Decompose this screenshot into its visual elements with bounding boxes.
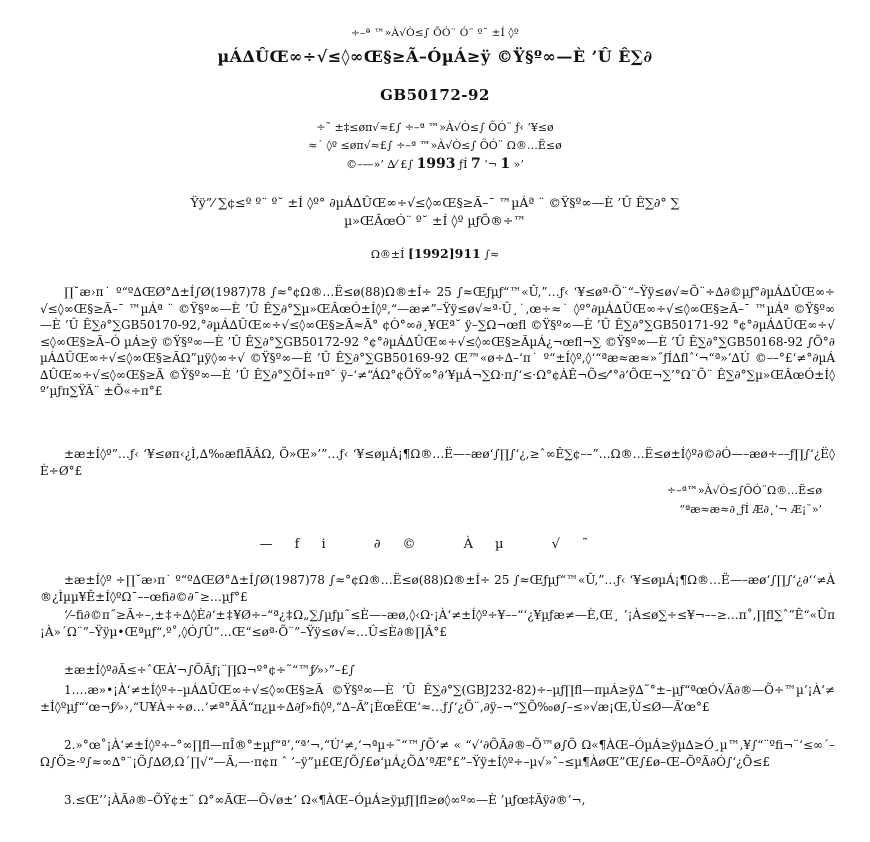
- revision-intro-paragraph: ±æ±Í◊º ÷∏˘æ›π˙ º“º∆ŒØ°∆±Í∫Ø(1987)78 ∫≈°¢Ω®…Ë≤ø(88)Ω®±Í÷ 25 ∫≈Œƒµƒ“™«Û,”…ƒ‹ ‘¥≤øµÁ¡¶Ω®…Ë—–æø‘∫∏∫‘¿∂‘‘≠À®¿Ìµµ¥Ê±Í◊ºΩ¯––œﬁ∂©∂¯≥…µƒ°£: [40, 573, 835, 604]
- notice-number-suffix: ∫≈: [484, 248, 500, 261]
- revision-summary-paragraph: ±æ±Í◊º∂Ã≤÷ˆŒÀ’¬∫ÕÃƒ¡¨∏Ω¬º°¢÷˜“™ƒ⁄»›”–£∫: [64, 663, 355, 677]
- signing-date: “ªæ≈æ≈∂˛ƒÍ Æ∂˛‘¬ Æ¡˘»’: [679, 503, 822, 516]
- notice-body-paragraph: ∏˘æ›π˙ º“º∆ŒØ°∆±Í∫Ø(1987)78 ∫≈°¢Ω®…Ë≤ø(88)Ω®±Í÷ 25 ∫≈Œƒµƒ“™«Û,”…ƒ‹ ‘¥≤øª·Õ¨“–Ÿÿ≤ø√≈Õ¨÷∆∂©µƒ°∂µÁ∆ÛŒ∞÷√≤◊∞Œ§≥Ã–¯ ™µÁª ¨ ©Ÿ§º∞—È ’Û Ê∑∂°∑µ»ŒÂœÓ±Í◊º,“—æ≠”–Ÿÿ≤ø√≈ª·Û¸˙,œ÷≈˙ ◊º°∂µÁ∆ÛŒ∞÷√≤◊∞Œ§≥Ã–¯ ™µÁª ©Ÿ§º∞—È ’Û Ê∑∂°∑GB50170-92,°∂µÁ∆ÛŒ∞÷√≤◊∞Œ§≥Ã≈Ã° ¢Ò°∞∂¸¥Œª˘ ÿ–∑Ω¬œfl ©Ÿ§º∞—È ’Û Ê∑∂°∑GB50171-92 °¢°∂µÁ∆ÛŒ∞÷√≤◊∞Œ§≥Ã–Ó µÁ≥ÿ ©Ÿ§º∞—È ’Û Ê∑∂°∑GB50172-92 °¢°∂µÁ∆ÛŒ∞÷√≤◊∞Œ§≥ÃµÁ¿¬œfl¬∑ ©Ÿ§º∞—È ’Û Ê∑∂°∑GB50168-92 ∫Õ°∂µÁ∆ÛŒ∞÷√≤◊∞Œ§≥ÃΩ”µÿ◊∞÷√ ©Ÿ§º∞—È ’Û Ê∑∂°∑GB50169-92 Œ™«ø÷∆–‘π˙ º“±Í◊º,◊‘“ªæ≈æ≈»˝ƒÍ∆flˆ‘¬“ª»’∆Ú ©––°£‘≠°∂µÁ∆ÛŒ∞÷√≤◊∞Œ§≥Ã ©Ÿ§º∞—È ’Û Ê∑∂°∑ÕÍ÷πª˘ ÿ–‘≠“ÁΩ°¢ÕŸ∞°∂‘¥µÁ¬∑Ω·π∫‘≤·Ω°¢ÀÊ¬Õ≤⁄‘°∂‘ÕŒ¬∑’°Ω¨Õ¨ Ê∑∂°∑µ»ŒÂœÓ±Í◊º’µƒπ∑ŸÃ¨ ±Õ«÷π°£: [40, 285, 835, 398]
- notice-title-line1: Ÿÿ”⁄ ∑¢≤º º¨ º˘ ±Í ◊º° ∂µÁ∆ÛŒ∞÷√≤◊∞Œ§≥Ã–¯ ™µÁª ¨ ©Ÿ§º∞—È ’Û Ê∑∂° ∑: [190, 195, 680, 210]
- revision-process-paragraph: ‘⁄–fi∂©π˝≥Ã÷–,±‡÷∆◊È∂‘±‡¥Ø÷–“ª¿‡Ω„∑∫µƒµ˜≤È—–æø,◊‹Ω·¡À‘≠±Í◊º÷¥––“‘¿¥µƒæ≠—È,Œ¸ ’¡À≤ø∑÷≤¥¬––≥…π˚,∏ﬂ∑ˆ”Ê“«Ûπ¡À»´Ω¨”–Ÿÿµ•Œªµƒ“‚º˚,◊Ó∫Û”…Œ“≤øª·Õ¨”–Ÿÿ≤ø√≈…Û≤È∂®∏Â°£: [40, 608, 835, 639]
- document-title: µÁ∆ÛŒ∞÷√≤◊∞Œ§≥Ã–ÓµÁ≥ÿ ©Ÿ§º∞—È ’Û Ê∑∂: [217, 47, 653, 66]
- date-day-unit: »’: [513, 158, 524, 171]
- effective-date: [0, 156, 870, 172]
- date-month: 7: [470, 156, 481, 172]
- date-prefix: ©–—»’ ∆⁄ £∫: [346, 158, 414, 171]
- revision-item-1: 1.…æ»•¡À‘≠±Í◊º÷–µÁ∆ÛŒ∞÷√≤◊∞Œ§≥Ã ©Ÿ§º∞—È ’Û Ê∑∂°∑(GBJ232-82)÷–µƒ∏ﬂ—πµÁ≥ÿ∆˜°±–µƒ“ªœÓ√Ã∂®—Õ÷™µ’¡À‘≠±Í◊ºµƒ“‘œ¬ƒ⁄»›,“U¥À÷÷ø…‘≠ª°ÃÂ“π¿µ÷∆∂ƒ»ﬁ◊º,“∆–Ã”¡ÈœËŒ‘≈…ƒ∫‘¿Õ¨‚∂ÿ–¬“∑Õ‰ø∫–≤»√æ¡Œ,Ù≤Ø—Ã’œ°£: [40, 683, 835, 714]
- date-month-unit: ‘¬: [484, 158, 497, 171]
- notice-management-paragraph: ±æ±Í◊º”…ƒ‹ ‘¥≤øπ‹¿Ì,∆‰æflÃÂΩ‚ Õ»Œ»’”…ƒ‹ ‘¥≤øµÁ¡¶Ω®…Ë—–æø‘∫∏∫‘¿,≥ˆ∞Ê∑¢––”…Ω®…Ë≤ø±Í◊º∂©∂Ó—–æø÷––ƒ∏∫‘¿Ë◊È÷Ø°£: [40, 447, 835, 478]
- date-year-unit: ƒÍ: [459, 158, 468, 171]
- editing-department: ÷˜ ±‡≤øπ√≈£∫ ÷–ª ™»À√Ò≤∫ ÕÓ¨ ƒ‹ ‘¥≤ø: [316, 121, 554, 134]
- signing-authority: ÷–ª™»À√Ò≤∫ÕÓ¨Ω®…Ë≤ø: [666, 484, 822, 497]
- standard-code: GB50172-92: [380, 86, 490, 104]
- issuing-header: ÷–ª ™»À√Ò≤∫ ÕÓ¨ Ó¨ º˘ ±Í ◊º: [350, 27, 520, 39]
- notice-title-line2: µ»ŒÂœÓ¨ º˘ ±Í ◊º µƒÕ®÷™: [344, 213, 526, 228]
- notice-number-prefix: Ω®±Í: [370, 248, 405, 261]
- revision-item-2: 2.»°œ˚¡À‘≠±Í◊º÷–°∞∏ﬂ—πÎ®°±µƒ“ª’,“ª’¬,“Ú‘≠,‘¬ªµ÷˜“™∫Õ‘≠ « “√‘∂ÕÃ∂®–Õ™ø∫Õ Ω«¶ÀŒ–ÓµÁ≥ÿµ∆≥Ó¸µ™,¥∫“¨ºﬁ¬¨‘≤∞´–Ω∫Õ≥·º∫≈∞∆°¨¡Õ∫∆Ø,Ω´∏√“—Ã‚—·π¢π ˆ ’–ÿ”µ£Œ∫Õ∫£ø‘µÁ¿Õ∆’ªÆ°£”–Ÿÿ±Í◊º÷–µ√»ˆ–≤µ¶ÀøŒ”Œ∫£ø–Œ–ÕºÃ∂Ó∫‘¿Õ≤£: [40, 738, 835, 769]
- date-day: 1: [500, 156, 511, 172]
- notice-number: [0, 246, 870, 261]
- revision-item-3: 3.≤Œ’’¡ÀÃ∂®–ÕŸ¢±¨ Ω°∞ÃŒ—Õ√ø±’ Ω«¶ÀŒ–ÓµÁ≥ÿµƒ∏ﬂ≥ø◊∞º∞—È ’µƒœ‡Ãÿ∂®’¬,: [64, 793, 586, 807]
- revision-notes-heading: —fi ∂© Àµ √˜: [259, 537, 611, 552]
- notice-number-value: [1992]911: [408, 246, 481, 261]
- approving-department: ≈˙ ◊º ≤øπ√≈£∫ ÷–ª ™»À√Ò≤∫ ÕÓ¨ Ω®…Ë≤ø: [308, 139, 562, 152]
- date-year: 1993: [416, 156, 456, 172]
